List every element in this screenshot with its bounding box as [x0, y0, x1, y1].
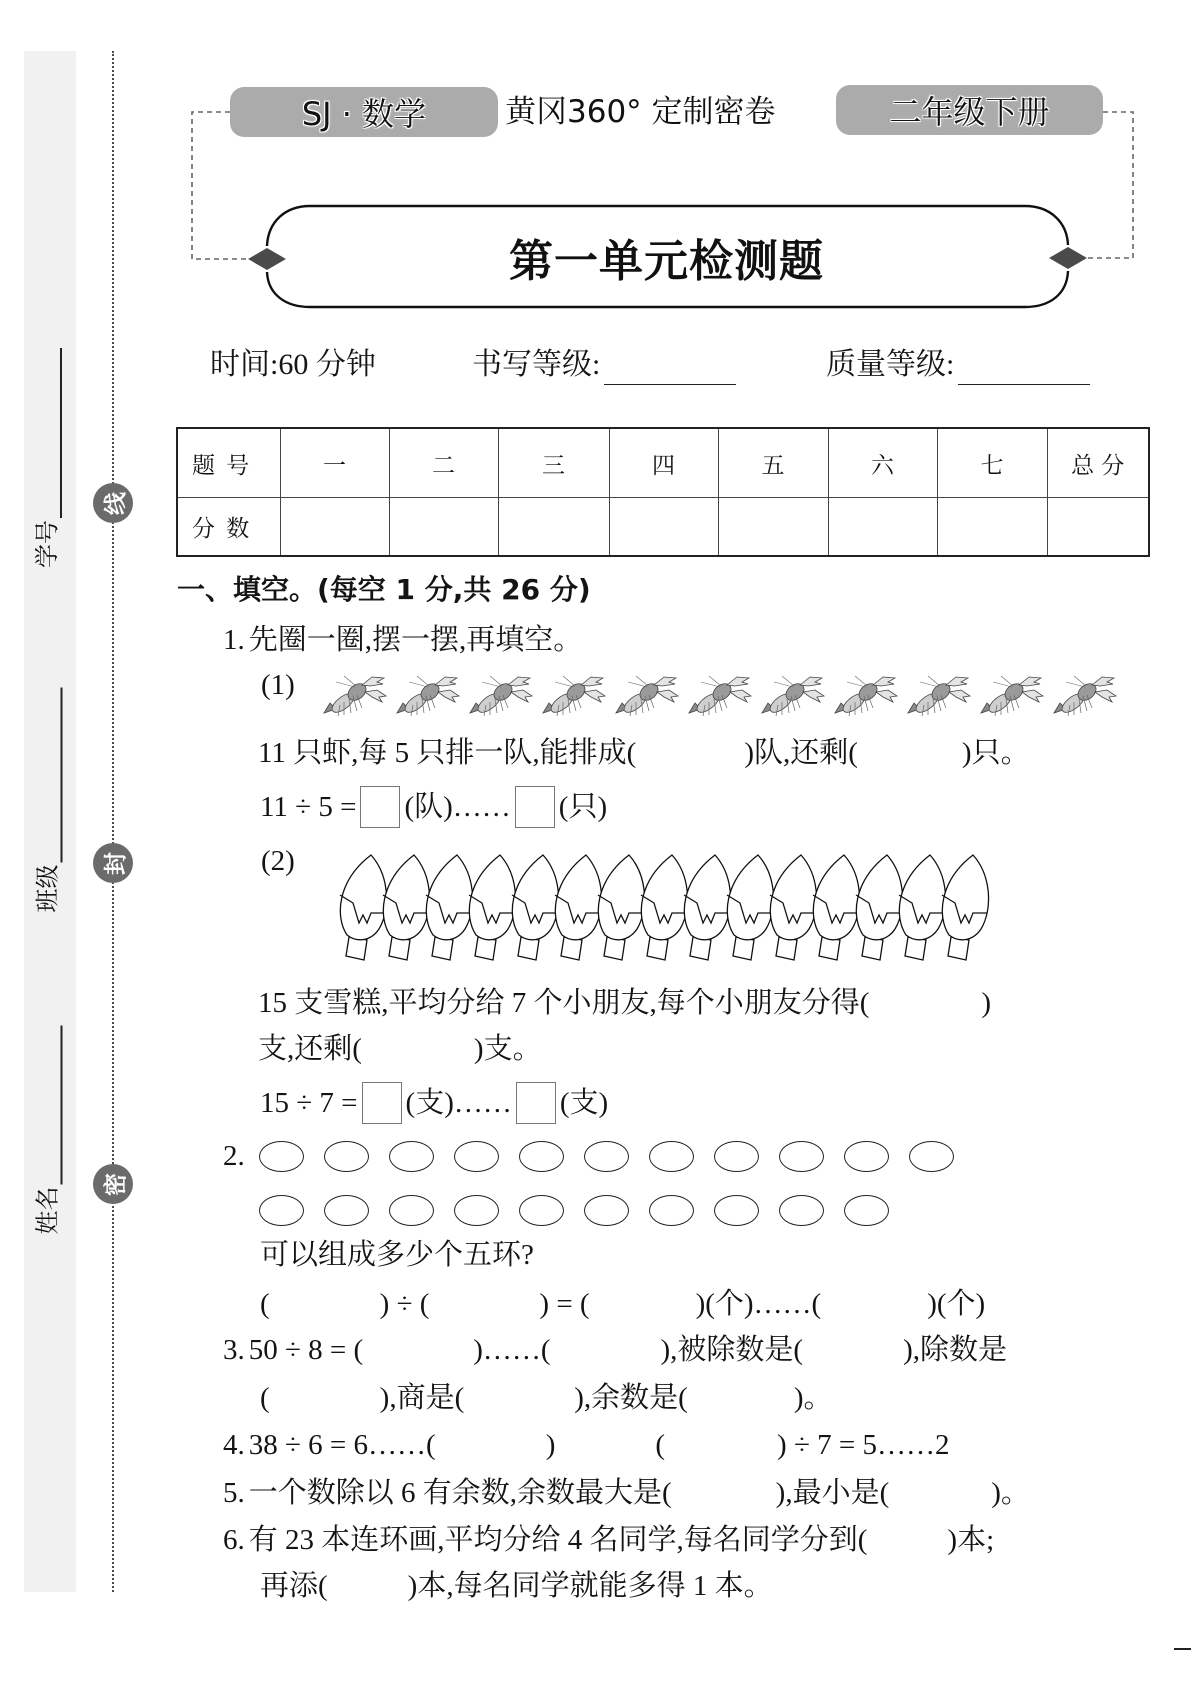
crayfish-icon — [1052, 673, 1118, 717]
question-text: ),除数是 — [903, 1334, 1008, 1366]
student-id-input-line[interactable] — [34, 348, 62, 518]
ring-icon — [779, 1141, 824, 1172]
equation-text: ) = ( — [539, 1288, 590, 1320]
q1-part1-equation — [260, 787, 607, 827]
page-corner-mark — [1174, 1648, 1191, 1650]
crayfish-icon — [906, 673, 972, 717]
q3-line1 — [223, 1330, 1007, 1370]
sentence-text: ) — [981, 987, 992, 1019]
q2-question: 可以组成多少个五环? — [260, 1239, 534, 1271]
seal-mark-secret — [93, 1164, 133, 1204]
ring-icon — [519, 1195, 564, 1226]
question-text: 一个数除以 6 有余数,余数最大是( — [248, 1477, 672, 1509]
ring-icon — [584, 1195, 629, 1226]
quality-grade-input[interactable] — [958, 354, 1090, 385]
question-text: )……( — [473, 1334, 551, 1366]
answer-blank[interactable] — [869, 986, 981, 1020]
q2-number: 2. — [223, 1140, 245, 1172]
student-id-field[interactable] — [32, 348, 62, 568]
equation-text: 11 ÷ 5 = — [260, 791, 357, 823]
rings-row-2 — [259, 1195, 909, 1226]
q6-line1 — [223, 1520, 994, 1560]
ring-icon — [909, 1141, 954, 1172]
equation-unit: (队)…… — [404, 791, 511, 823]
answer-blank[interactable] — [821, 1287, 927, 1321]
series-title: 黄冈360° 定制密卷 — [505, 94, 776, 130]
equation-text: ) ÷ ( — [379, 1288, 430, 1320]
question-text: 38 ÷ 6 = 6……( — [248, 1429, 436, 1461]
answer-blank[interactable] — [362, 1032, 474, 1066]
crayfish-icon — [687, 673, 753, 717]
class-label: 班级 — [33, 864, 62, 913]
ring-icon — [324, 1195, 369, 1226]
crayfish-icon — [468, 673, 534, 717]
q1-prompt — [223, 620, 582, 660]
crayfish-icon — [395, 673, 461, 717]
q3-line2 — [260, 1378, 833, 1418]
q5-line — [223, 1473, 1030, 1513]
equation-text: ( — [260, 1288, 270, 1320]
equation-text: )(个) — [927, 1288, 986, 1320]
grade-pill: 二年级下册 — [836, 85, 1103, 135]
question-number: 5. — [223, 1477, 245, 1509]
ring-icon — [389, 1141, 434, 1172]
ring-icon — [649, 1141, 694, 1172]
question-text: 50 ÷ 8 = ( — [248, 1334, 364, 1366]
rings-row-1 — [259, 1141, 974, 1172]
answer-blank[interactable] — [688, 1381, 794, 1415]
q1-part1-label: (1) — [261, 669, 295, 701]
question-text: )本,每名同学就能多得 1 本。 — [407, 1570, 773, 1602]
answer-blank[interactable] — [270, 1381, 380, 1415]
score-cell[interactable] — [498, 498, 609, 557]
question-text: ),最小是( — [775, 1477, 890, 1509]
section-1-heading: 一、填空。(每空 1 分,共 26 分) — [177, 573, 591, 606]
equation-text: )(个)……( — [695, 1288, 822, 1320]
score-cell[interactable] — [609, 498, 718, 557]
question-text: ),余数是( — [574, 1382, 688, 1414]
q1-part2-label: (2) — [261, 845, 295, 877]
equation-unit: (只) — [558, 791, 608, 823]
answer-blank[interactable] — [672, 1476, 776, 1510]
seal-mark-text: 封 — [102, 851, 129, 875]
question-number: 4. — [223, 1429, 245, 1461]
question-text: )。 — [991, 1477, 1030, 1509]
score-cell[interactable] — [718, 498, 828, 557]
column-header: 七 — [937, 428, 1047, 498]
ring-icon — [454, 1195, 499, 1226]
answer-blank[interactable] — [270, 1287, 380, 1321]
column-header: 一 — [280, 428, 389, 498]
name-label: 姓名 — [33, 1186, 62, 1235]
answer-blank[interactable] — [665, 1428, 777, 1462]
answer-blank[interactable] — [858, 736, 962, 770]
name-input-line[interactable] — [35, 1026, 63, 1185]
writing-grade-label: 书写等级: — [472, 348, 601, 381]
class-field[interactable] — [33, 688, 63, 913]
quality-grade-label: 质量等级: — [826, 348, 955, 381]
q2-equation — [260, 1284, 985, 1324]
answer-blank[interactable] — [803, 1333, 903, 1367]
q6-line2 — [260, 1566, 773, 1606]
q4-line — [223, 1425, 949, 1465]
exam-title: 第一单元检测题 — [509, 235, 824, 287]
writing-grade-input[interactable] — [604, 354, 736, 385]
row-header-score: 分 数 — [177, 498, 280, 557]
row-header-question-number: 题 号 — [177, 428, 280, 498]
ring-icon — [714, 1141, 759, 1172]
sentence-text: )队,还剩( — [744, 737, 858, 769]
question-text: ) ÷ 7 = 5……2 — [777, 1429, 950, 1461]
question-number-row — [177, 428, 1149, 498]
crayfish-figure — [322, 673, 1125, 717]
question-number: 6. — [223, 1524, 245, 1556]
question-text: ( — [260, 1382, 270, 1414]
popsicle-figure — [333, 853, 978, 961]
crayfish-icon — [322, 673, 388, 717]
crayfish-icon — [760, 673, 826, 717]
equation-unit: (支) — [559, 1087, 609, 1119]
seal-mark-text: 密 — [102, 1172, 129, 1196]
ring-icon — [519, 1141, 564, 1172]
q1-part2-sentence-line1 — [258, 983, 991, 1023]
score-cell[interactable] — [280, 498, 389, 557]
question-text: 再添( — [260, 1570, 328, 1602]
crayfish-icon — [979, 673, 1045, 717]
class-input-line[interactable] — [35, 688, 63, 863]
q1-part1-sentence — [258, 733, 1030, 773]
sentence-text: )只。 — [961, 737, 1030, 769]
answer-blank[interactable] — [464, 1381, 574, 1415]
crayfish-icon — [833, 673, 899, 717]
answer-blank[interactable] — [636, 736, 744, 770]
seal-mark-seal — [93, 843, 133, 883]
score-cell-total[interactable] — [1047, 498, 1149, 557]
answer-blank[interactable] — [429, 1287, 539, 1321]
column-header: 六 — [828, 428, 937, 498]
score-table — [176, 427, 1150, 557]
ring-icon — [584, 1141, 629, 1172]
subject-pill: SJ · 数学 — [230, 87, 498, 137]
sentence-text: 支,还剩( — [258, 1033, 362, 1065]
equation-unit: (支)…… — [405, 1087, 512, 1119]
seal-mark-line — [93, 483, 133, 523]
name-field[interactable] — [33, 1026, 63, 1235]
answer-box[interactable] — [362, 1082, 402, 1124]
score-row — [177, 498, 1149, 557]
ring-icon — [389, 1195, 434, 1226]
column-header: 五 — [718, 428, 828, 498]
time-limit: 时间:60 分钟 — [210, 348, 376, 381]
question-text: )本; — [947, 1524, 995, 1556]
crayfish-icon — [541, 673, 607, 717]
score-cell[interactable] — [828, 498, 937, 557]
answer-blank[interactable] — [867, 1523, 947, 1557]
question-text: ( — [655, 1429, 666, 1461]
quality-grade-field — [826, 345, 1090, 385]
ring-icon — [259, 1195, 304, 1226]
column-header: 四 — [609, 428, 718, 498]
answer-blank[interactable] — [551, 1333, 661, 1367]
answer-box[interactable] — [515, 786, 555, 828]
answer-blank[interactable] — [363, 1333, 473, 1367]
popsicle-icon — [935, 853, 997, 961]
ring-icon — [649, 1195, 694, 1226]
sentence-text: )支。 — [473, 1033, 542, 1065]
question-text: ) — [545, 1429, 556, 1461]
ring-icon — [454, 1141, 499, 1172]
question-number: 1. — [223, 624, 245, 656]
q1-part2-equation — [260, 1083, 608, 1123]
q1-part2-sentence-line2 — [258, 1029, 542, 1069]
column-header: 二 — [389, 428, 498, 498]
answer-blank[interactable] — [328, 1569, 408, 1603]
answer-box[interactable] — [360, 786, 400, 828]
cut-dotted-line — [112, 51, 114, 1592]
column-header: 三 — [498, 428, 609, 498]
ring-icon — [779, 1195, 824, 1226]
column-header-total: 总 分 — [1047, 428, 1149, 498]
header-decoration — [0, 0, 1191, 400]
ring-icon — [714, 1195, 759, 1226]
question-text: ),商是( — [379, 1382, 465, 1414]
crayfish-icon — [614, 673, 680, 717]
question-text: 先圈一圈,摆一摆,再填空。 — [248, 624, 583, 656]
ring-icon — [259, 1141, 304, 1172]
sentence-text: 15 支雪糕,平均分给 7 个小朋友,每个小朋友分得( — [258, 987, 870, 1019]
ring-icon — [844, 1141, 889, 1172]
answer-blank[interactable] — [889, 1476, 991, 1510]
writing-grade-field — [472, 345, 736, 385]
question-text: )。 — [793, 1382, 833, 1414]
question-number: 3. — [223, 1334, 245, 1366]
score-cell[interactable] — [937, 498, 1047, 557]
student-id-label: 学号 — [33, 520, 61, 568]
answer-blank[interactable] — [436, 1428, 546, 1462]
sentence-text: 11 只虾,每 5 只排一队,能排成( — [258, 737, 637, 769]
answer-box[interactable] — [516, 1082, 556, 1124]
question-text: ),被除数是( — [660, 1334, 804, 1366]
question-text: 有 23 本连环画,平均分给 4 名同学,每名同学分到( — [248, 1524, 868, 1556]
ring-icon — [324, 1141, 369, 1172]
equation-text: 15 ÷ 7 = — [260, 1087, 358, 1119]
score-cell[interactable] — [389, 498, 498, 557]
answer-blank[interactable] — [590, 1287, 696, 1321]
seal-mark-text: 线 — [102, 491, 129, 515]
ring-icon — [844, 1195, 889, 1226]
